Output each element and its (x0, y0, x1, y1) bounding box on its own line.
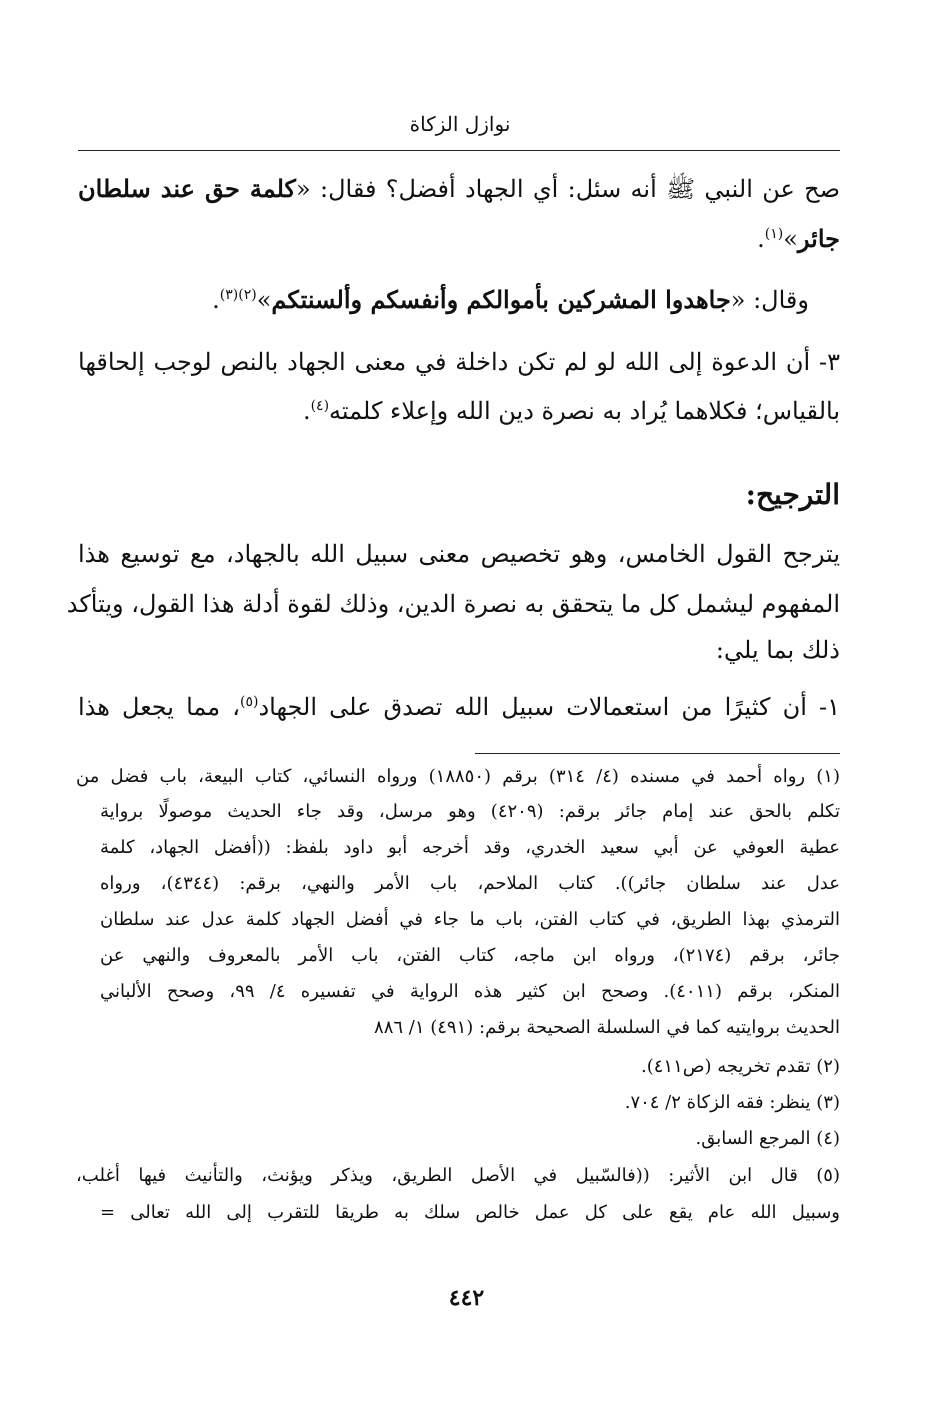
footnote-1-line-2: تكلم بالحق عند إمام جائر برقم: (٤٢٠٩) وهو مرسل، وقد جاء الحديث موصولًا برواية (100, 801, 841, 822)
footnote-1-line-6: جائر، برقم (٢١٧٤)، ورواه ابن ماجه، كتاب الفتن، باب الأمر بالمعروف والنهي عن (100, 945, 840, 966)
paragraph-4-line-2: المفهوم ليشمل كل ما يتحقق به نصرة الدين، وذلك لقوة أدلة هذا القول، ويتأكد (66, 590, 840, 618)
footnote-1-line-1: (١) رواه أحمد في مسنده (٤/ ٣١٤) برقم (١٨٨٥٠) ورواه النسائي، كتاب البيعة، باب فضل من (76, 766, 840, 787)
paragraph-5-line-1 (78, 690, 840, 724)
footnote-3: (٣) ينظر: فقه الزكاة ٢/ ٧٠٤. (624, 1092, 840, 1113)
footnote-ref-2-3: (٢)(٣) (219, 287, 257, 303)
paragraph-4-line-3: ذلك بما يلي: (715, 636, 840, 664)
paragraph-5-text: ١- أن كثيرًا من استعمالات سبيل الله تصدق على الجهاد (258, 693, 840, 721)
quote-close: » (256, 286, 272, 314)
paragraph-2 (47, 283, 809, 317)
footnote-1-line-3: عطية العوفي عن أبي سعيد الخدري، وقد أخرجه أبو داود بلفظ: ((أفضل الجهاد، كلمة (100, 837, 840, 858)
running-title: نوازل الزكاة (409, 112, 511, 136)
page-number: ٤٤٢ (448, 1285, 485, 1311)
paragraph-1-line-2 (78, 222, 840, 256)
period: . (212, 286, 220, 314)
period: . (302, 397, 311, 425)
header-rule (78, 150, 840, 151)
footnote-5-line-1: (٥) قال ابن الأثير: ((فالسّبيل في الأصل الطريق، ويذكر ويؤنث، والتأنيث فيها أغلب، (76, 1165, 840, 1186)
footnote-4: (٤) المرجع السابق. (695, 1128, 840, 1149)
hadith-quote: كلمة حق عند سلطان (78, 174, 296, 203)
section-heading: الترجيح: (745, 478, 840, 511)
quran-quote: جاهدوا المشركين بأموالكم وأنفسكم وألسنتكم (271, 285, 731, 314)
quote-close: » (783, 225, 798, 253)
footnote-rule (475, 753, 840, 754)
paragraph-3-text: بالقياس؛ فكلاهما يُراد به نصرة دين الله وإعلاء كلمته (329, 397, 840, 425)
paragraph-5-text-end: ، مما يجعل هذا (78, 693, 241, 721)
paragraph-2-text: وقال: « (730, 286, 809, 314)
footnote-ref-5: (٥) (240, 694, 259, 710)
paragraph-3-line-2 (78, 394, 840, 428)
footnote-ref-4: (٤) (310, 398, 330, 414)
hadith-quote-end: جائر (797, 224, 840, 253)
footnote-1-line-7: المنكر، برقم (٤٠١١). وصحح ابن كثير هذه الرواية في تفسيره ٤/ ٩٩، وصحح الألباني (100, 981, 840, 1002)
footnote-1-line-8: الحديث بروايتيه كما في السلسلة الصحيحة برقم: (٤٩١) ١/ ٨٨٦ (374, 1017, 840, 1038)
period: . (757, 225, 765, 253)
paragraph-3-line-1: ٣- أن الدعوة إلى الله لو لم تكن داخلة في معنى الجهاد بالنص لوجب إلحاقها (78, 348, 840, 376)
footnote-2: (٢) تقدم تخريجه (ص٤١١). (641, 1056, 840, 1077)
footnote-1-line-4: عدل عند سلطان جائر)). كتاب الملاحم، باب الأمر والنهي، برقم: (٤٣٤٤)، ورواه (100, 873, 840, 894)
footnote-5-line-2: وسبيل الله عام يقع على كل عمل خالص سلك به طريقا للتقرب إلى الله تعالى = (100, 1202, 840, 1223)
paragraph-1-text: صح عن النبي ﷺ أنه سئل: أي الجهاد أفضل؟ فقال: « (295, 175, 841, 203)
footnote-1-line-5: الترمذي بهذا الطريق، في كتاب الفتن، باب ما جاء في أفضل الجهاد كلمة عدل عند سلطان (100, 909, 840, 930)
paragraph-4-line-1: يترجح القول الخامس، وهو تخصيص معنى سبيل الله بالجهاد، مع توسيع هذا (78, 540, 840, 568)
paragraph-1-line-1 (78, 172, 840, 206)
footnote-ref-1: (١) (764, 226, 784, 242)
